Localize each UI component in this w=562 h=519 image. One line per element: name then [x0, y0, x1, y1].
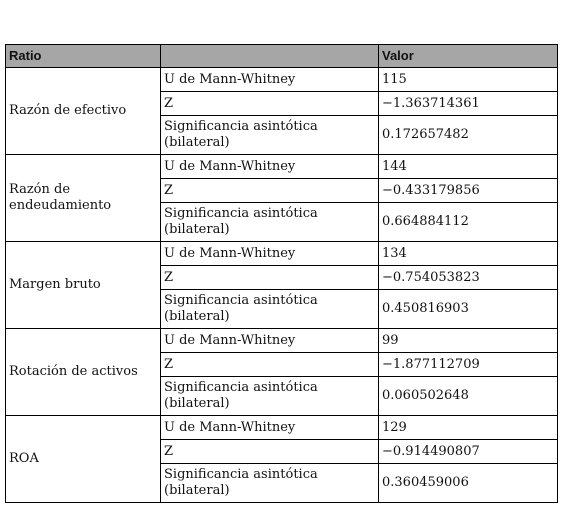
ratio-name-cell: Razón de efectivo: [6, 68, 161, 155]
statistic-cell: Significancia asintótica (bilateral): [161, 464, 379, 503]
statistic-cell: Significancia asintótica (bilateral): [161, 116, 379, 155]
statistic-cell: Z: [161, 353, 379, 377]
value-cell: 99: [379, 329, 558, 353]
statistic-cell: Significancia asintótica (bilateral): [161, 377, 379, 416]
value-cell: −0.914490807: [379, 440, 558, 464]
value-cell: 134: [379, 242, 558, 266]
value-cell: 0.450816903: [379, 290, 558, 329]
table-body: [6, 68, 558, 503]
statistic-cell: U de Mann-Whitney: [161, 155, 379, 179]
header-row: [6, 45, 558, 68]
mann-whitney-results-table: [5, 44, 558, 503]
table-row: [6, 68, 558, 92]
statistic-cell: Z: [161, 92, 379, 116]
statistic-cell: Significancia asintótica (bilateral): [161, 203, 379, 242]
value-cell: −1.877112709: [379, 353, 558, 377]
table-row: [6, 242, 558, 266]
value-cell: 0.060502648: [379, 377, 558, 416]
table-row: [6, 329, 558, 353]
value-cell: 0.664884112: [379, 203, 558, 242]
statistic-cell: U de Mann-Whitney: [161, 242, 379, 266]
header-statistic: [161, 45, 379, 68]
value-cell: 0.172657482: [379, 116, 558, 155]
statistic-cell: Z: [161, 179, 379, 203]
header-ratio: Ratio: [6, 45, 161, 68]
value-cell: 0.360459006: [379, 464, 558, 503]
ratio-name-cell: ROA: [6, 416, 161, 503]
table-row: [6, 155, 558, 179]
ratio-name-cell: Margen bruto: [6, 242, 161, 329]
statistic-cell: U de Mann-Whitney: [161, 416, 379, 440]
statistic-cell: U de Mann-Whitney: [161, 68, 379, 92]
value-cell: 144: [379, 155, 558, 179]
value-cell: −1.363714361: [379, 92, 558, 116]
value-cell: 115: [379, 68, 558, 92]
ratio-name-cell: Razón de endeudamiento: [6, 155, 161, 242]
ratio-name-cell: Rotación de activos: [6, 329, 161, 416]
header-valor: Valor: [379, 45, 558, 68]
statistic-cell: Significancia asintótica (bilateral): [161, 290, 379, 329]
table-header: [6, 45, 558, 68]
table-row: [6, 416, 558, 440]
statistic-cell: Z: [161, 440, 379, 464]
value-cell: −0.433179856: [379, 179, 558, 203]
statistic-cell: U de Mann-Whitney: [161, 329, 379, 353]
value-cell: −0.754053823: [379, 266, 558, 290]
value-cell: 129: [379, 416, 558, 440]
statistic-cell: Z: [161, 266, 379, 290]
